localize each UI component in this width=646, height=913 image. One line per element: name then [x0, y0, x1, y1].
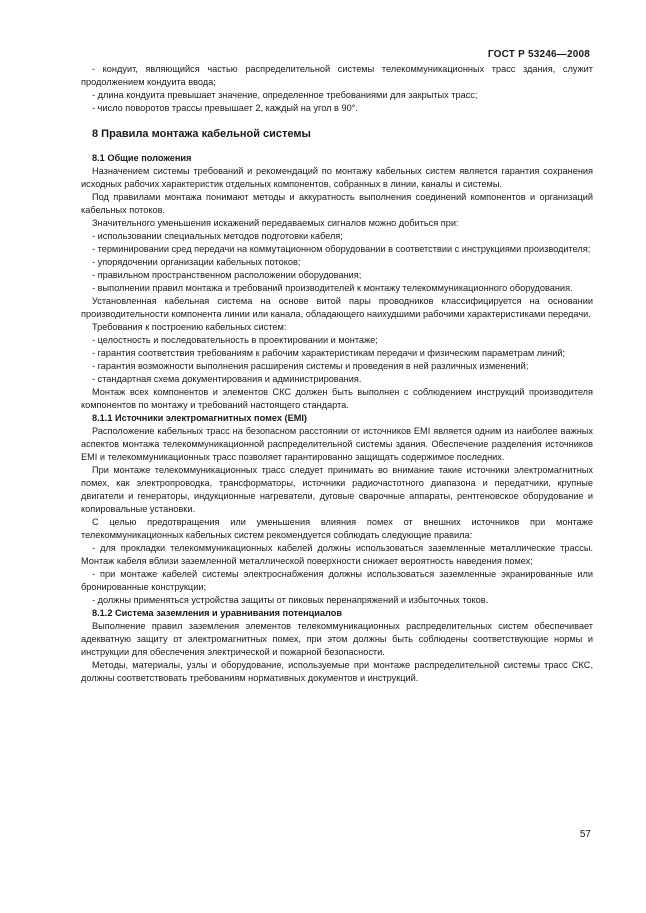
paragraph: - стандартная схема документирования и администрирования.: [92, 374, 362, 384]
page-content: [81, 63, 593, 685]
paragraph: - при монтаже кабелей системы электроснабжения должны использоваться заземленные экранированные или бронированные конструкции;: [81, 569, 593, 592]
subsection-heading: 8.1.1 Источники электромагнитных помех (EMI): [92, 413, 307, 423]
subsection-heading: 8.1.2 Система заземления и уравнивания потенциалов: [92, 608, 343, 618]
paragraph: - гарантия возможности выполнения расширения системы и проведения в ней различных изменений;: [92, 361, 529, 371]
paragraph: С целью предотвращения или уменьшения влияния помех от внешних источников при монтаже телекоммуникационных кабельных систем рекомендуется соблюдать следующие правила:: [81, 517, 593, 540]
paragraph: Значительного уменьшения искажений передаваемых сигналов можно добиться при:: [92, 218, 459, 228]
paragraph: - выполнении правил монтажа и требований производителей к монтажу телекоммуникационного оборудования.: [92, 283, 573, 293]
paragraph: - правильном пространственном расположении оборудования;: [92, 270, 362, 280]
paragraph: - кондуит, являющийся частью распределительной системы телекоммуникационных трасс здания, служит продолжением кондуита ввода;: [81, 64, 593, 87]
paragraph: Требования к построению кабельных систем:: [92, 322, 287, 332]
paragraph: - упорядочении организации кабельных потоков;: [92, 257, 301, 267]
paragraph: Расположение кабельных трасс на безопасном расстоянии от источников EMI является одним из наиболее важных аспектов монтажа телекоммуникационной распределительной системы здания. Обеспечение разделения источников EMI и телекоммуникационных трасс позволяет гарантированно защищать содержимое последних.: [81, 426, 593, 462]
section-heading: 8 Правила монтажа кабельной системы: [92, 128, 311, 140]
paragraph: - число поворотов трассы превышает 2, каждый на угол в 90°.: [92, 103, 358, 113]
paragraph: Установленная кабельная система на основе витой пары проводников классифицируется на основании производительности компонента линии или канала, обладающего наихудшими рабочими характеристиками передачи.: [81, 296, 593, 319]
paragraph: - использовании специальных методов подготовки кабеля;: [92, 231, 343, 241]
paragraph: Назначением системы требований и рекомендаций по монтажу кабельных систем является гарантия сохранения исходных рабочих характеристик отдельных компонентов, собранных в линии, каналы и системы.: [81, 166, 593, 189]
paragraph: - целостность и последовательность в проектировании и монтаже;: [92, 335, 378, 345]
paragraph: - терминировании сред передачи на коммутационном оборудовании в соответствии с инструкциями производителя;: [92, 244, 591, 254]
paragraph: Под правилами монтажа понимают методы и аккуратность выполнения соединений компонентов и организаций кабельных потоков.: [81, 192, 593, 215]
paragraph: При монтаже телекоммуникационных трасс следует принимать во внимание такие источники электромагнитных помех, как электропроводка, трансформаторы, источники радиочастотного диапазона и передатчики, крупные двигатели и генераторы, индукционные нагреватели, дуговые сварочные аппараты, рентгеновское оборудование и копировальные установки.: [81, 465, 593, 514]
paragraph: Монтаж всех компонентов и элементов СКС должен быть выполнен с соблюдением инструкций производителя компонентов по монтажу и требований настоящего стандарта.: [81, 387, 593, 410]
paragraph: - длина кондуита превышает значение, определенное требованиями для закрытых трасс;: [92, 90, 478, 100]
page-number: 57: [579, 829, 591, 840]
paragraph: - для прокладки телекоммуникационных кабелей должны использоваться заземленные металлические трассы. Монтаж кабеля вблизи заземленной металлической поверхности снижает вероятность наведения помех;: [81, 543, 593, 566]
document-code: ГОСТ Р 53246—2008: [487, 49, 590, 60]
subsection-heading: 8.1 Общие положения: [92, 153, 192, 163]
paragraph: Выполнение правил заземления элементов телекоммуникационных распределительных систем обеспечивает адекватную защиту от электромагнитных помех, при этом должны быть соблюдены соответствующие нормы и инструкции для обеспечения электрической и пожарной безопасности.: [81, 621, 593, 657]
paragraph: - должны применяться устройства защиты от пиковых перенапряжений и избыточных токов.: [92, 595, 489, 605]
paragraph: Методы, материалы, узлы и оборудование, используемые при монтаже распределительной системы трасс СКС, должны соответствовать требованиям нормативных документов и инструкций.: [81, 660, 593, 683]
paragraph: - гарантия соответствия требованиям к рабочим характеристикам передачи и физическим параметрам линий;: [92, 348, 566, 358]
